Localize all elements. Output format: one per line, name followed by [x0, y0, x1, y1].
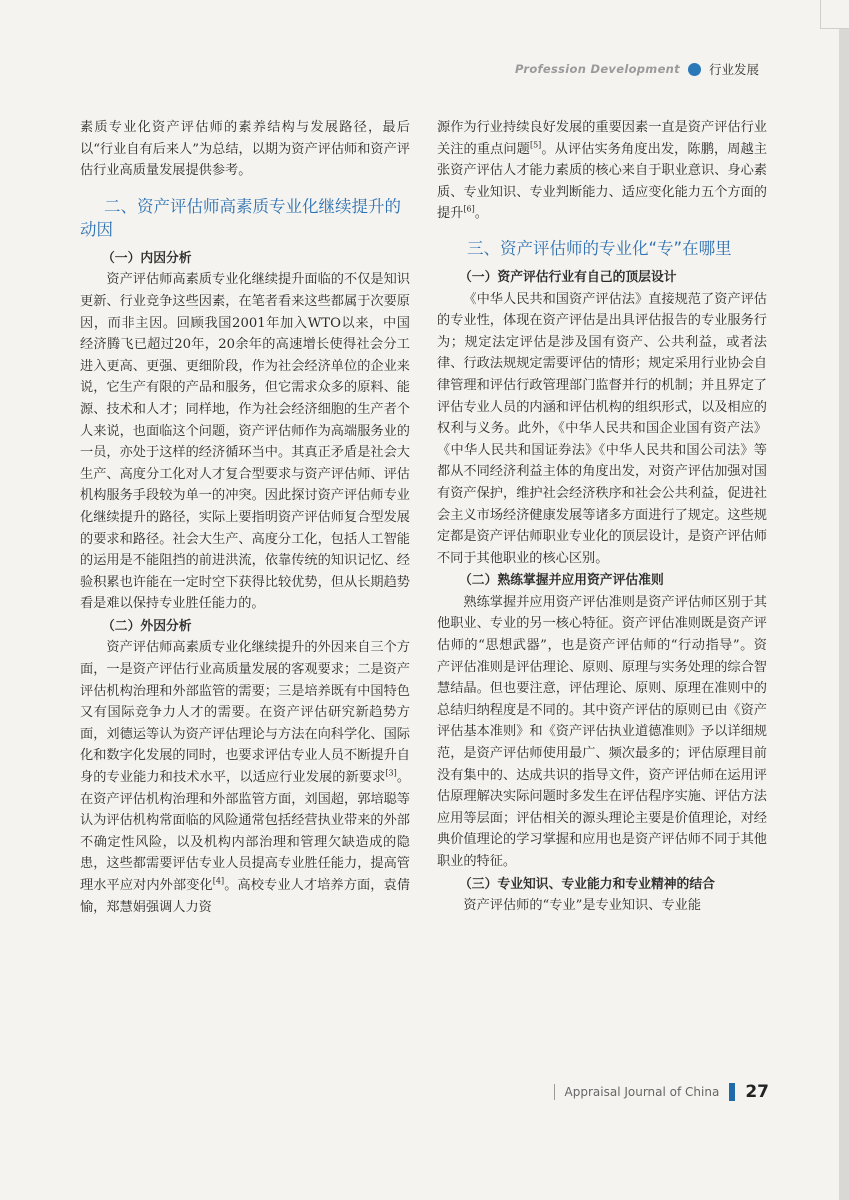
internal-analysis-paragraph: 资产评估师高素质专业化继续提升面临的不仅是知识更新、行业竞争这些因素，在笔者看来这些都属于次要原因，而非主因。回顾我国2001年加入WTO以来，中国经济腾飞已超过20年，20余年的高速增长使得社会分工进入更高、更强、更细阶段，作为社会经济单位的企业来说，它生产有限的产品和服务，但它需求众多的原料、能源、技术和人才；同样地，作为社会经济细胞的生产者个人来说，也面临这个问题，资产评估师作为高端服务业的一员，亦处于这样的经济循环当中。其真正矛盾是社会大生产、高度分工化对人才复合型要求与资产评估师、评估机构服务手段较为单一的冲突。因此探讨资产评估师专业化继续提升的路径，实际上要指明资产评估师复合型发展的要求和路径。社会大生产、高度分工化，包括人工智能的运用是不能阻挡的前进洪流，依靠传统的知识记忆、经验积累也许能在一定时空下获得比较优势，但从长期趋势看是难以保持专业胜任能力的。 — [80, 272, 410, 612]
top-design-paragraph: 《中华人民共和国资产评估法》直接规范了资产评估的专业性，体现在资产评估是出具评估报告的专业服务行为；规定法定评估是涉及国有资产、公共利益，或者法律、行政法规规定需要评估的情形；规定采用行业协会自律管理和评估行政管理部门监督并行的机制；并且界定了评估专业人员的内涵和评估机构的组织形式，以及相应的权利与义务。此外，《中华人民共和国企业国有资产法》《中华人民共和国证券法》《中华人民共和国公司法》等都从不同经济利益主体的角度出发，对资产评估加强对国有资产保护，维护社会经济秩序和社会公共利益，促进社会主义市场经济健康发展等诸多方面进行了规定。这些规定都是资产评估师职业专业化的顶层设计，是资产评估师不同于其他职业的核心区别。 — [437, 291, 767, 566]
text-run: 。从评估实务角度出发，陈鹏，周越主张资产评估人才能力素质的核心来自于职业意识、身心素质、专业知识、专业判断能力、适应变化能力五个方面的提升 — [437, 141, 768, 222]
citation-5: [5] — [529, 140, 542, 150]
knowledge-paragraph: 资产评估师的“专业”是专业知识、专业能 — [463, 898, 702, 914]
header-english: Profession Development — [515, 62, 680, 76]
section-3-title: 三、资产评估师的专业化“专”在哪里 — [467, 238, 732, 258]
citation-3: [3] — [385, 768, 397, 778]
text-run: 资产评估师高素质专业化继续提升的外因来自三个方面，一是资产评估行业高质量发展的客观要求；二是资产评估机构治理和外部监管的需要；三是培养既有中国特色又有国际竞争力人才的需要。在资产评估研究新趋势方面，刘德运等认为资产评估理论与方法在向科学化、国际化和数字化发展的同时，也要求评估专业人员不断提升自身的专业能力和技术水平，以适应行业发展的新要求 — [80, 640, 410, 786]
standards-paragraph: 熟练掌握并应用资产评估准则是资产评估师区别于其他职业、专业的另一核心特征。资产评估准则既是资产评估师的“思想武器”，也是资产评估师的“行动指导”。资产评估准则是评估理论、原则、原理与实务处理的综合智慧结晶。但也要注意，评估理论、原则、原理在准则中的总结归纳程度是不同的。其中资产评估的原则已由《资产评估基本准则》和《资产评估执业道德准则》予以详细规范，是资产评估师使用最广、频次最多的；评估原理目前没有集中的、达成共识的指导文件，资产评估师在运用评估原理解决实际问题时多发生在评估程序实施、评估方法应用等层面；评估相关的源头理论主要是价值理论，对经典价值理论的学习掌握和应用也是资产评估师不同于其他职业的特征。 — [437, 594, 767, 869]
external-analysis-paragraph — [80, 637, 410, 918]
citation-6: [6] — [463, 204, 475, 214]
section-2-title: 二、资产评估师高素质专业化继续提升的动因 — [80, 196, 401, 239]
header-dot-icon — [688, 63, 701, 76]
text-run: 。高校专业人才培养方面，袁倩愉，郑慧娟强调人力资 — [80, 878, 411, 915]
text-run: 源作为行业持续良好发展的重要因素一直是资产评估行业关注的重点问题 — [437, 120, 767, 157]
subsection-standards-title: （二）熟练掌握并应用资产评估准则 — [459, 573, 664, 589]
citation-4: [4] — [212, 876, 225, 886]
header-chinese: 行业发展 — [708, 62, 759, 77]
running-header — [515, 60, 759, 78]
left-column — [80, 117, 410, 918]
journal-name: Appraisal Journal of China — [564, 1085, 720, 1099]
subsection-knowledge-title: （三）专业知识、专业能力和专业精神的结合 — [459, 876, 715, 892]
footer-accent-bar — [729, 1083, 735, 1101]
text-run: 。 — [474, 206, 488, 222]
subsection-internal-title: （一）内因分析 — [102, 250, 192, 266]
page-number: 27 — [745, 1082, 769, 1102]
page-corner — [820, 0, 849, 29]
continuation-paragraph — [437, 117, 767, 225]
text-run: 。在资产评估机构治理和外部监管方面，刘国超，郭培聪等认为评估机构常面临的风险通常包括经营执业带来的外部不确定性风险，以及机构内部治理和管理欠缺造成的隐患，这些都需要评估专业人员提高专业胜任能力，提高管理水平应对内外部变化 — [80, 770, 411, 893]
subsection-external-title: （二）外因分析 — [102, 618, 192, 634]
subsection-top-design-title: （一）资产评估行业有自己的顶层设计 — [459, 269, 677, 285]
right-column — [437, 117, 767, 917]
footer-divider — [554, 1084, 555, 1100]
page-footer — [554, 1082, 769, 1102]
intro-paragraph: 素质专业化资产评估师的素养结构与发展路径，最后以“行业自有后来人”为总结，以期为资产评估师和资产评估行业高质量发展提供参考。 — [80, 120, 410, 179]
page-edge — [839, 0, 849, 1200]
